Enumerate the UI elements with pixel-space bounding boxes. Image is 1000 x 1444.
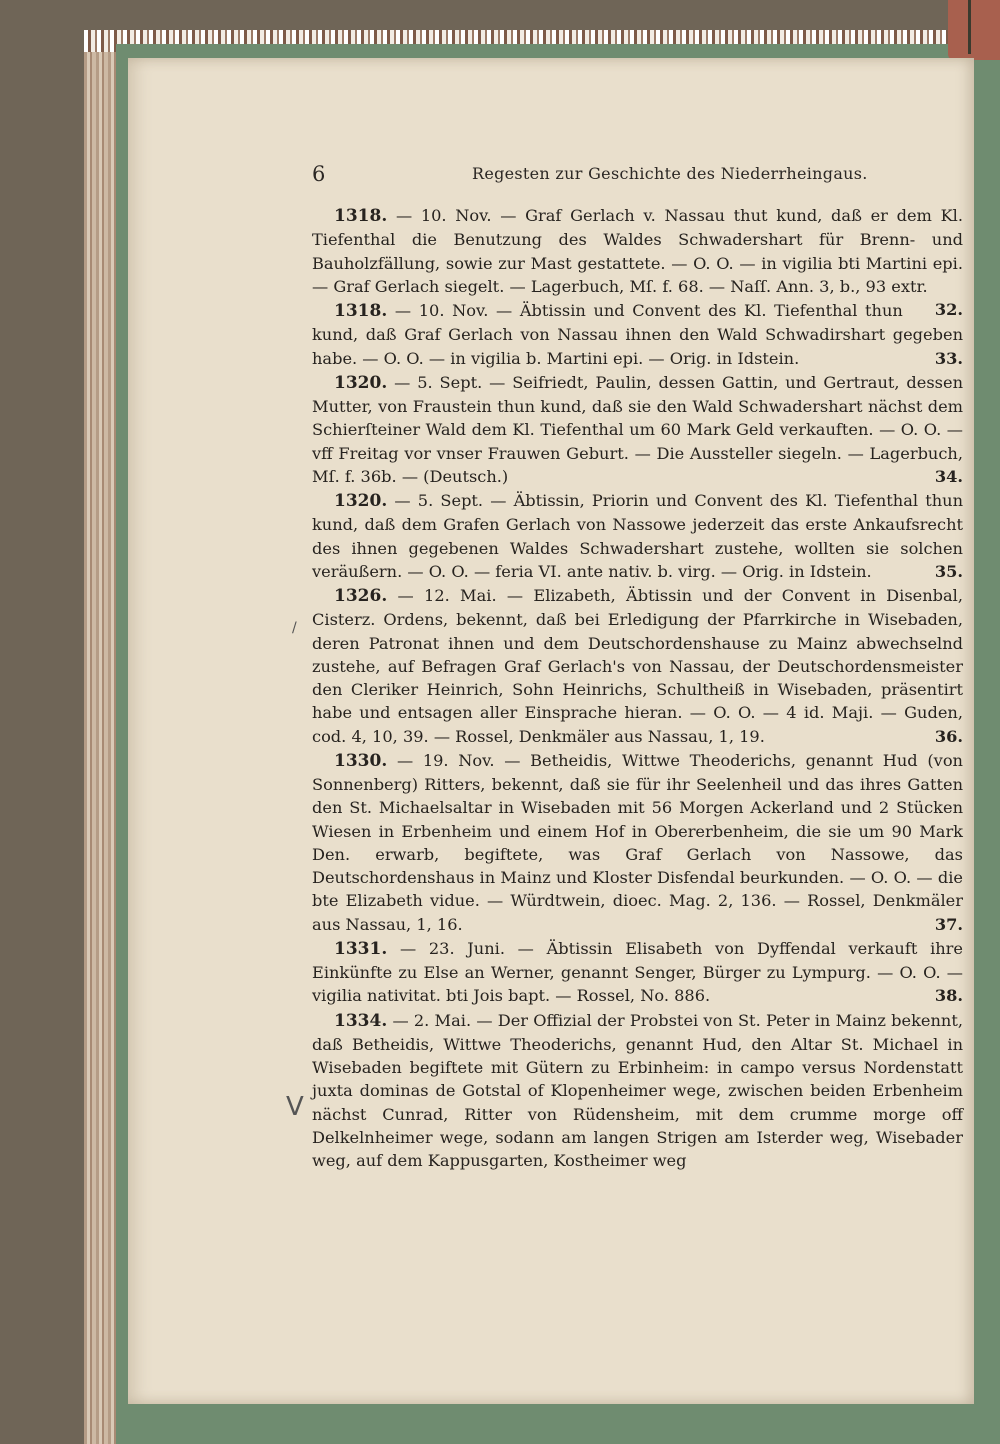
entry-number: 38.	[934, 986, 963, 1006]
running-title: Regesten zur Geschichte des Niederrheingaus.	[472, 164, 868, 183]
entry-text: — 23. Juni. — Äbtissin Elisabeth von Dyffendal verkauft ihre Einkünfte zu Else an Werner, genannt Senger, Bürger zu Lympurg. — O. O. — vigilia nativitat. bti Jois bapt. — Rossel, No. 886.	[312, 938, 963, 1006]
bookmark-tab	[948, 0, 1000, 60]
entry-number: 36.	[934, 726, 963, 746]
entry-date: 1334.	[334, 1010, 388, 1031]
entry-number: 33.	[934, 348, 963, 368]
entry-text: — 10. Nov. — Äbtissin und Convent des Kl. Tiefenthal thun kund, daß Graf Gerlach von Nassau ihnen den Wald Schwadirshart gegeben habe. — O. O. — in vigilia b. Martini epi. — Orig. in Idstein.	[312, 301, 963, 368]
entry-number: 32.	[934, 300, 963, 319]
pencil-check-mark: V	[286, 1092, 304, 1122]
entry-date: 1318.	[334, 206, 388, 226]
entry-date: 1331.	[334, 938, 388, 959]
entry-35	[312, 489, 963, 583]
page-number: 6	[312, 162, 326, 186]
entry-number: 34.	[934, 466, 963, 486]
page-header	[312, 162, 962, 192]
entry-date: 1330.	[334, 750, 388, 771]
entry-number: 37.	[934, 914, 963, 934]
entry-text: — 10. Nov. — Graf Gerlach v. Nassau thut kund, daß er dem Kl. Tiefenthal die Benutzung des Waldes Schwadershart für Brenn- und Bauholzfällung, sowie zur Mast gestattete. — O. O. — in vigilia bti Martini epi. — Graf Gerlach siegelt. — Lagerbuch, Mſ. f. 68. — Naſſ. Ann. 3, b., 93 extr.	[312, 206, 963, 296]
entry-text: — 5. Sept. — Äbtissin, Priorin und Convent des Kl. Tiefenthal thun kund, daß dem Grafen Gerlach von Nassowe jederzeit das erste Ankaufsrecht des ihnen gegebenen Waldes Schwadershart zustehe, wollten sie solchen veräußern. — O. O. — feria VI. ante nativ. b. virg. — Orig. in Idstein.	[312, 491, 963, 581]
entry-date: 1318.	[334, 301, 388, 321]
entry-33	[312, 299, 963, 370]
pencil-slash-mark: /	[292, 620, 297, 636]
entry-date: 1326.	[334, 586, 388, 606]
bookmark-string	[968, 0, 971, 54]
entry-date: 1320.	[334, 372, 388, 393]
entry-number: 35.	[934, 561, 963, 581]
entry-36	[312, 584, 963, 748]
entry-text: — 19. Nov. — Betheidis, Wittwe Theoderichs, genannt Hud (von Sonnenberg) Ritters, bekennt, daß sie für ihr Seelenheil und das ihres Gatten den St. Michaelsaltar in Wisebaden mit 56 Morgen Ackerland und 2 Stücken Wiesen in Erbenheim und einem Hof in Obererbenheim, die sie um 90 Mark Den. erwarb, begiftete, was Graf Gerlach von Nassowe, das Deutschordenshaus in Mainz und Kloster Disfendal beurkunden. — O. O. — die bte Elizabeth vidue. — Würdtwein, dioec. Mag. 2, 136. — Rossel, Denkmäler aus Nassau, 1, 16.	[312, 750, 963, 934]
entry-38	[312, 937, 963, 1008]
regesten-entries	[312, 204, 963, 1173]
entry-32	[312, 204, 963, 319]
entry-date: 1320.	[334, 491, 388, 511]
entry-text: — 12. Mai. — Elizabeth, Äbtissin und der Convent in Disenbal, Cisterz. Ordens, bekennt, daß bei Erledigung der Pfarrkirche in Wisebaden, deren Patronat ihnen und dem Deutschordenshause zu Mainz abwechselnd zustehe, auf Befragen Graf Gerlach's von Nassau, der Deutschordensmeister den Cleriker Heinrich, Sohn Heinrichs, Schultheiß in Wisebaden, präsentirt habe und entsagen aller Einsprache hieran. — O. O. — 4 id. Maji. — Guden, cod. 4, 10, 39. — Rossel, Denkmäler aus Nassau, 1, 19.	[312, 586, 963, 746]
entry-text: — 5. Sept. — Seifriedt, Paulin, dessen Gattin, und Gertraut, dessen Mutter, von Fraustein thun kund, daß sie den Wald Schwadershart nächst dem Schierſteiner Wald dem Kl. Tiefenthal um 60 Mark Geld verkauften. — O. O. — vff Freitag vor vnser Frauwen Geburt. — Die Aussteller siegeln. — Lagerbuch, Mſ. f. 36b. — (Deutsch.)	[312, 372, 963, 486]
entry-text: — 2. Mai. — Der Offizial der Probstei von St. Peter in Mainz bekennt, daß Betheidis, Wittwe Theoderichs, genannt Hud, den Altar St. Michael in Wisebaden begiftete mit Gütern zu Erbinheim: in campo versus Nordenstatt juxta dominas de Gotstal of Klopenheimer wege, zwischen beiden Erbenheim nächst Cunrad, Ritter von Rüdensheim, mit dem crumme morge off Delkelnheimer wege, sodann am langen Strigen am Isterder weg, Wisebader weg, auf dem Kappusgarten, Kostheimer weg	[312, 1010, 963, 1170]
entry-37	[312, 749, 963, 936]
entry-39	[312, 1009, 963, 1173]
entry-34	[312, 371, 963, 488]
